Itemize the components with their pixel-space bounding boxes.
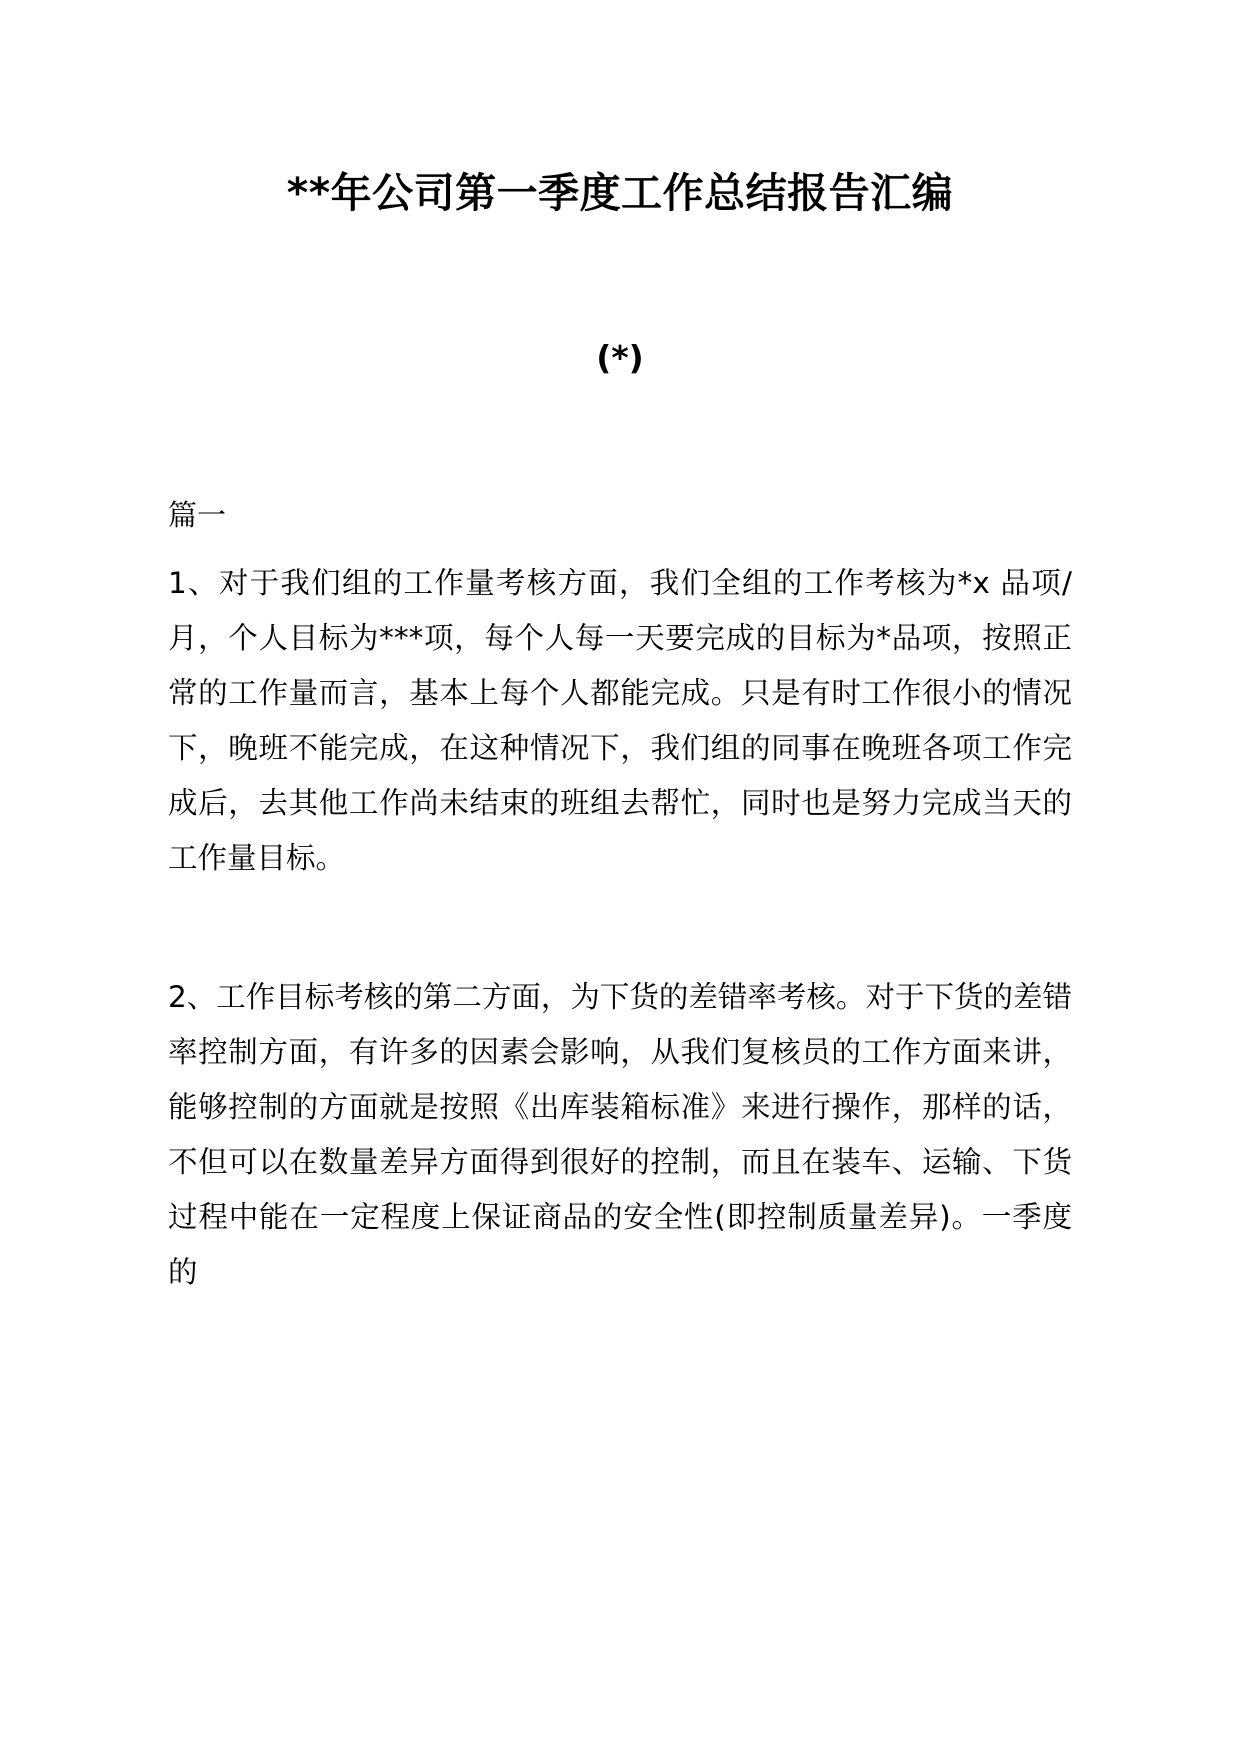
body-paragraph: 2、工作目标考核的第二方面，为下货的差错率考核。对于下货的差错率控制方面，有许多的因素会影响，从我们复核员的工作方面来讲，能够控制的方面就是按照《出库装箱标准》来进行操作，那样的话，不但可以在数量差异方面得到很好的控制，而且在装车、运输、下货过程中能在一定程度上保证商品的安全性(即控制质量差异)。一季度的 xyxy=(168,979,1072,1289)
section-marker: 篇一 xyxy=(168,497,227,532)
body-paragraph: 1、对于我们组的工作量考核方面，我们全组的工作考核为*x 品项/月，个人目标为***项，每个人每一天要完成的目标为*品项，按照正常的工作量而言，基本上每个人都能完成。只是有时工作很小的情况下，晚班不能完成，在这种情况下，我们组的同事在晚班各项工作完成后，去其他工作尚未结束的班组去帮忙，同时也是努力完成当天的工作量目标。 xyxy=(168,565,1072,875)
page-title: **年公司第一季度工作总结报告汇编 xyxy=(286,169,954,217)
document-subtitle: (*) xyxy=(596,338,644,378)
